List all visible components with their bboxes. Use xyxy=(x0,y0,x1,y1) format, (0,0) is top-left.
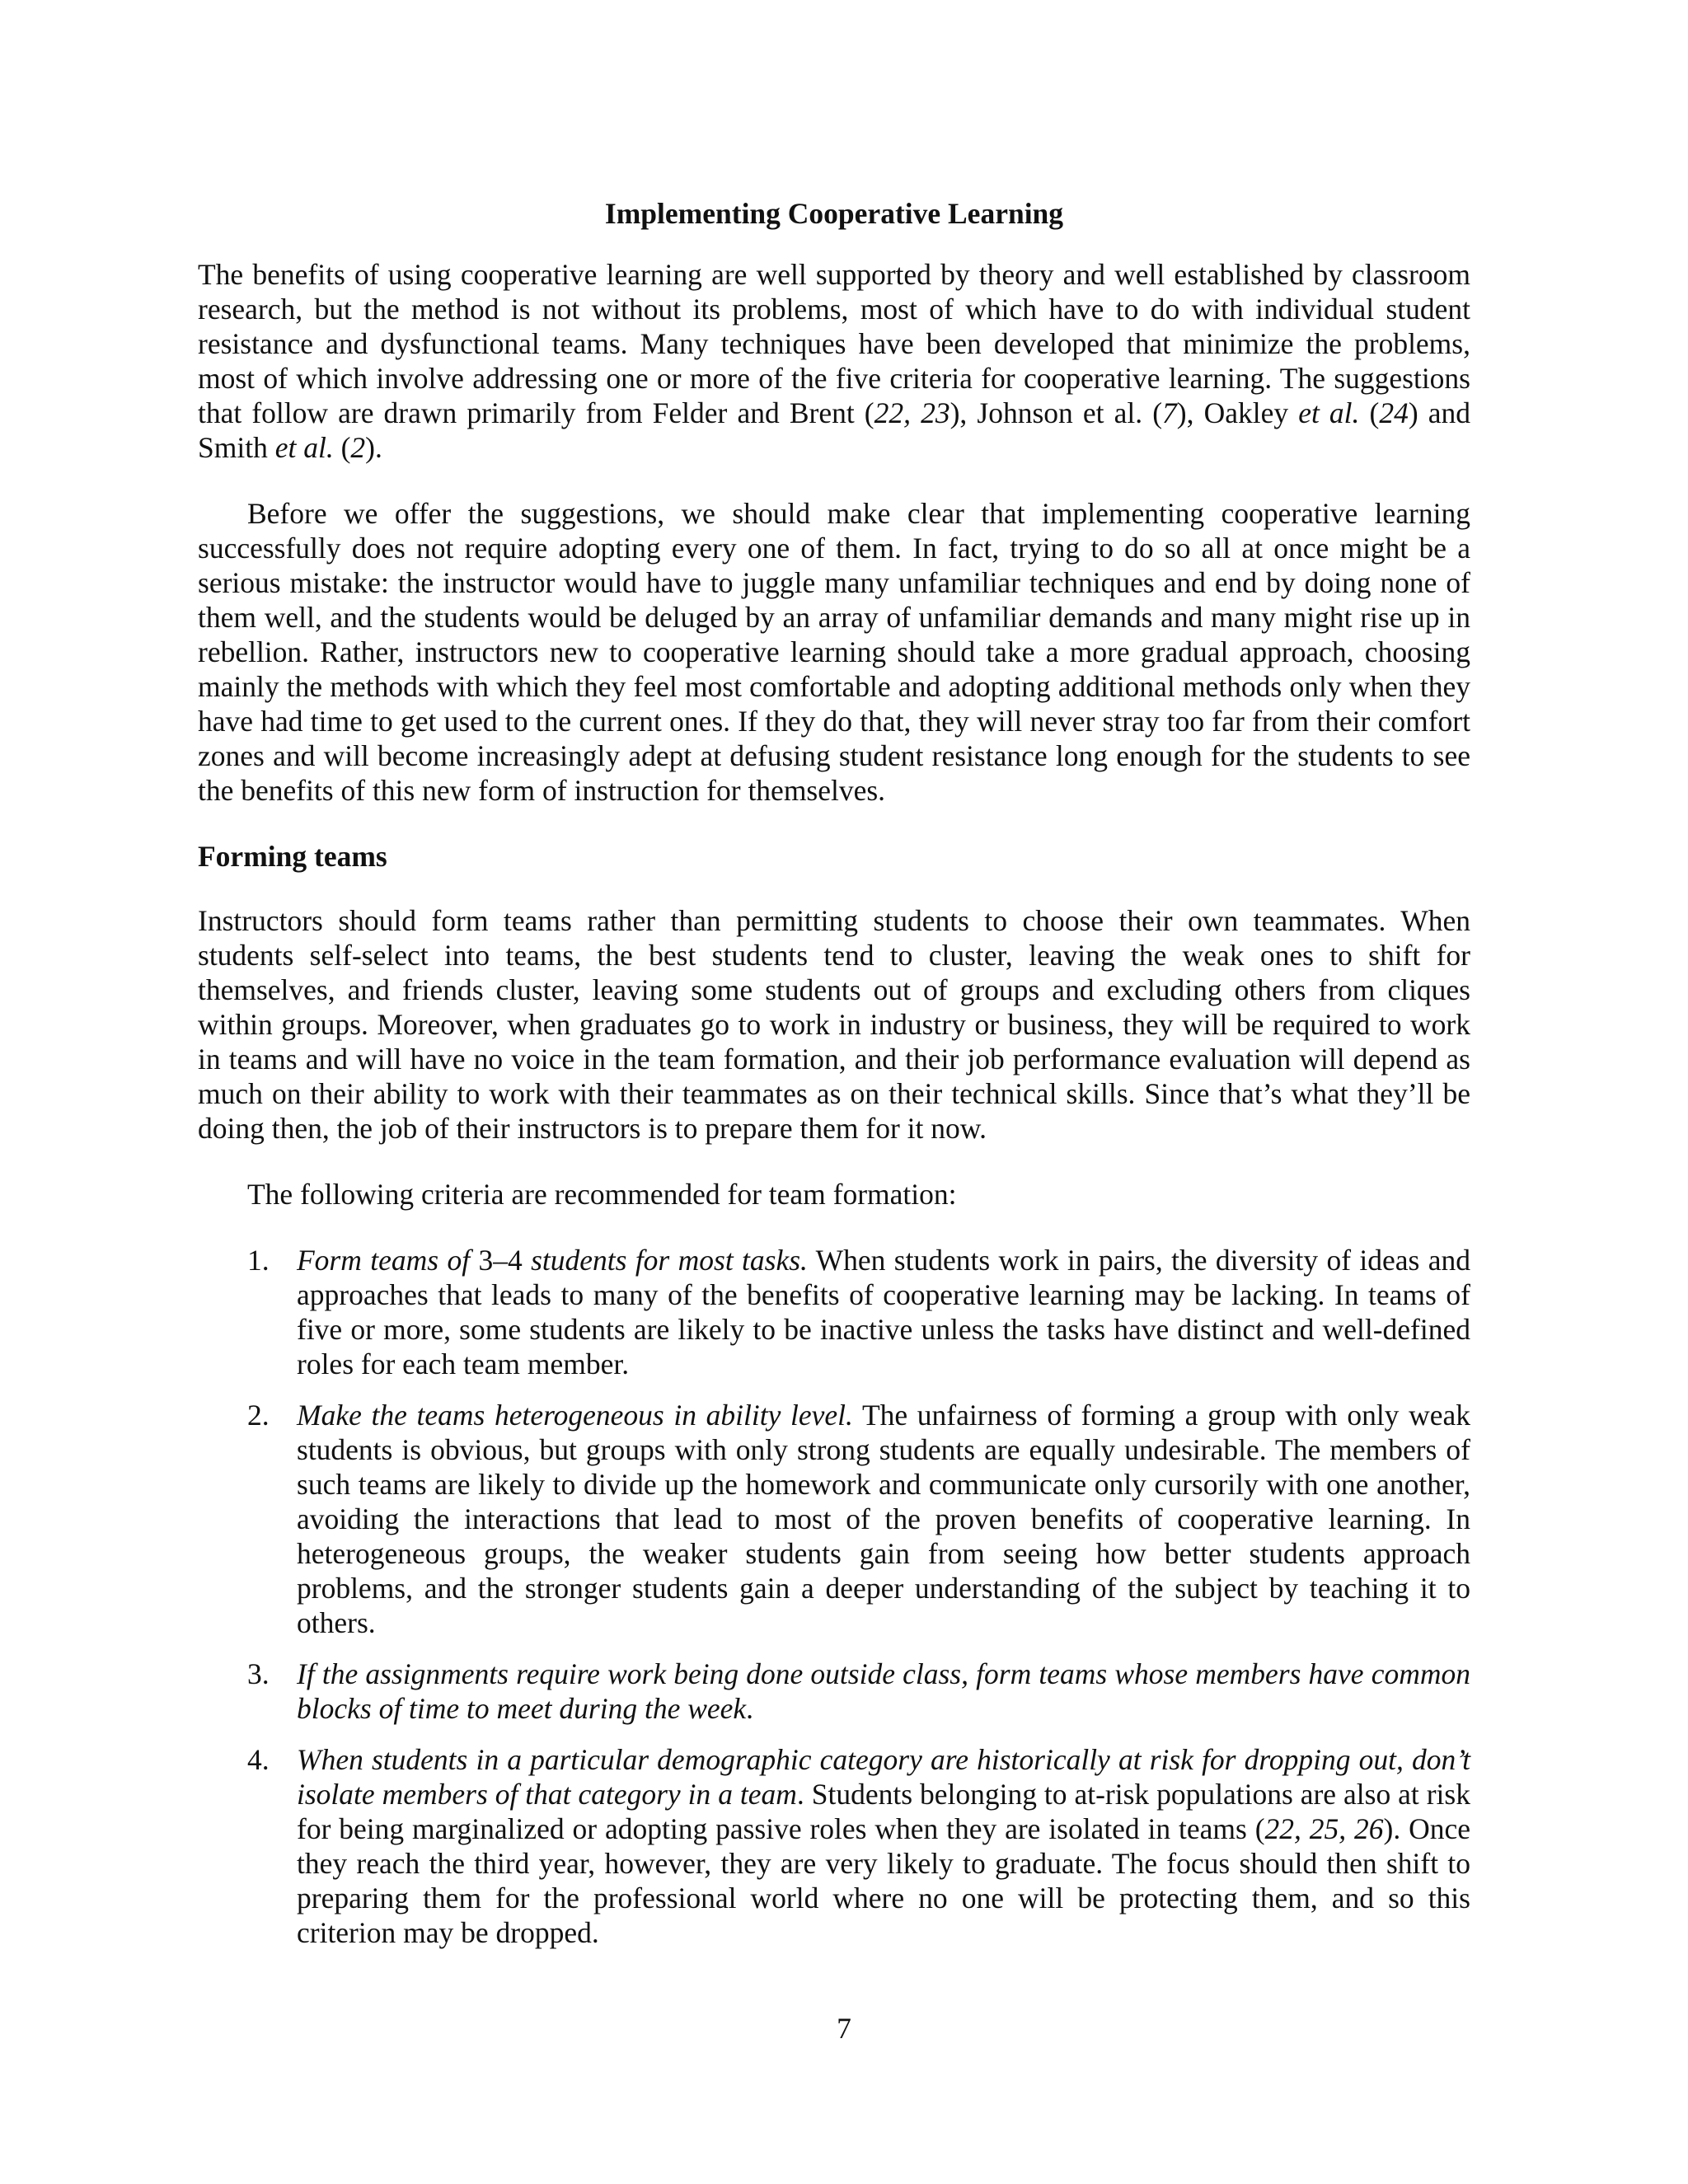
intro-paragraph: The benefits of using cooperative learning are well supported by theory and well established by classroom research, but the method is not without its problems, most of which have to do with individual student resistance and dysfunctional teams. Many techniques have been developed that minimize the problems, most of which involve addressing one or more of the five criteria for cooperative learning. The suggestions that follow are drawn primarily from Felder and Brent (22, 23), Johnson et al. (7), Oakley et al. (24) and Smith et al. (2). xyxy=(198,258,1471,464)
citation: 2 xyxy=(350,431,366,464)
section-heading: Forming teams xyxy=(198,840,387,873)
page-title: Implementing Cooperative Learning xyxy=(604,197,1064,230)
list-number: 4. xyxy=(247,1743,270,1776)
list-number: 3. xyxy=(247,1657,270,1690)
citation: 22, 25, 26 xyxy=(1264,1812,1384,1845)
page-content xyxy=(198,196,1470,1966)
citation: 22, 23 xyxy=(874,396,950,429)
citation: 24 xyxy=(1379,396,1409,429)
list-number: 1. xyxy=(247,1244,270,1277)
forming-teams-paragraph: Instructors should form teams rather than permitting students to choose their own teammates. When students self-select into teams, the best students tend to cluster, leaving the weak ones to shift for themselves, and friends cluster, leaving some students out of groups and excluding others from cliques within groups. Moreover, when graduates go to work in industry or business, they will be required to work in teams and will have no voice in the team formation, and their job performance evaluation will depend as much on their ability to work with their teammates as on their technical skills. Since that’s what they’ll be doing then, the job of their instructors is to prepare them for it now. xyxy=(198,904,1470,1145)
criteria-intro: The following criteria are recommended for team formation: xyxy=(247,1178,957,1211)
criteria-list xyxy=(198,1243,1470,1950)
suggestions-paragraph: Before we offer the suggestions, we should make clear that implementing cooperative learning successfully does not require adopting every one of them. In fact, trying to do so all at once might be a serious mistake: the instructor would have to juggle many unfamiliar techniques and end by doing none of them well, and the students would be deluged by an array of unfamiliar demands and many might rise up in rebellion. Rather, instructors new to cooperative learning should take a more gradual approach, choosing mainly the methods with which they feel most comfortable and adopting additional methods only when they have had time to get used to the current ones. If they do that, they will never stray too far from their comfort zones and will become increasingly adept at defusing student resistance long enough for the students to see the benefits of this new form of instruction for themselves. xyxy=(198,497,1470,807)
list-item: 2. Make the teams heterogeneous in ability level. The unfairness of forming a group with only weak students is obvious, but groups with only strong students are equally undesirable. The members of such teams are likely to divide up the homework and communicate only cursorily with one another, avoiding the interactions that lead to most of the proven benefits of cooperative learning. In heterogeneous groups, the weaker students gain from seeing how better students approach problems, and the stronger students gain a deeper understanding of the subject by teaching it to others. xyxy=(247,1399,1470,1639)
list-item: 3. If the assignments require work being done outside class, form teams whose members have common blocks of time to meet during the week. xyxy=(247,1657,1470,1725)
list-item: 4. When students in a particular demographic category are historically at risk for dropping out, don’t isolate members of that category in a team. Students belonging to at-risk populations are also at risk for being marginalized or adopting passive roles when they are isolated in teams (22, 25, 26). Once they reach the third year, however, they are very likely to graduate. The focus should then shift to preparing them for the professional world where no one will be protecting them, and so this criterion may be dropped. xyxy=(247,1743,1470,1949)
page-number: 7 xyxy=(837,2012,851,2045)
list-item: 1. Form teams of 3–4 students for most tasks. When students work in pairs, the diversity of ideas and approaches that leads to many of the benefits of cooperative learning may be lacking. In teams of five or more, some students are likely to be inactive unless the tasks have distinct and well-defined roles for each team member. xyxy=(247,1244,1470,1380)
list-number: 2. xyxy=(247,1399,270,1432)
citation: 7 xyxy=(1162,396,1177,429)
